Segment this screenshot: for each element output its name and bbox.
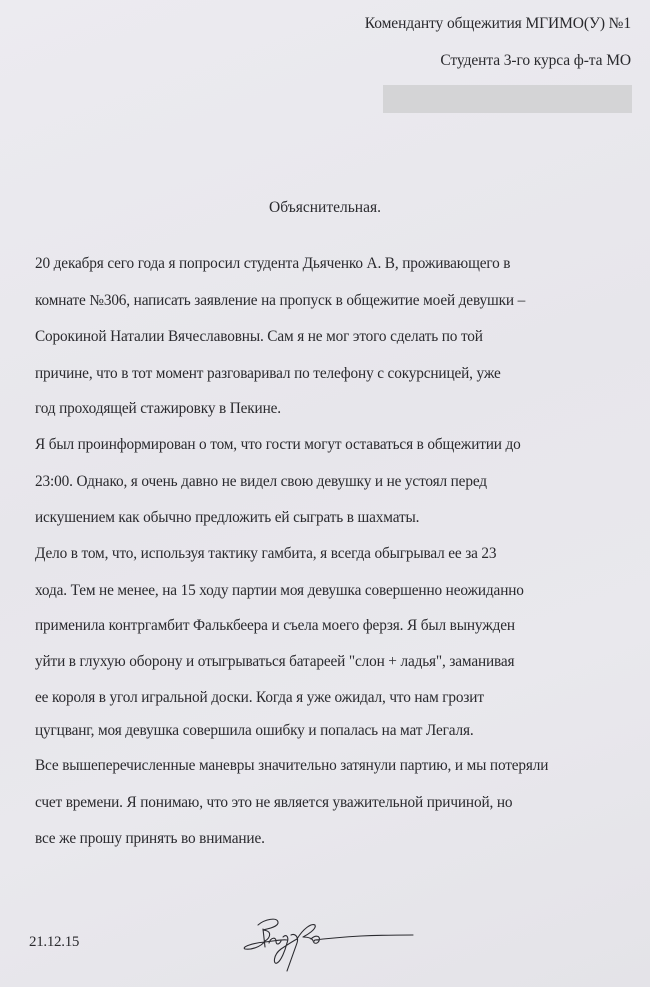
body-line: 20 декабря сего года я попросил студента Дьяченко А. В, проживающего в bbox=[35, 255, 511, 272]
body-line: Я был проинформирован о том, что гости могут оставаться в общежитии до bbox=[35, 436, 521, 453]
body-line: Сорокиной Наталии Вячеславовны. Сам я не мог этого сделать по той bbox=[35, 328, 483, 345]
body-line: причине, что в тот момент разговаривал по телефону с сокурсницей, уже bbox=[35, 365, 501, 382]
body-line: применила контргамбит Фалькбеера и съела моего ферзя. Я был вынужден bbox=[35, 617, 515, 634]
body-line: все же прошу принять во внимание. bbox=[35, 830, 265, 847]
addressee-line: Коменданту общежития МГИМО(У) №1 bbox=[364, 15, 631, 32]
document-title: Объяснительная. bbox=[269, 199, 381, 216]
redacted-sender-name bbox=[383, 85, 632, 113]
body-line: Дело в том, что, используя тактику гамбита, я всегда обыгрывал ее за 23 bbox=[35, 545, 497, 562]
body-line: комнате №306, написать заявление на пропуск в общежитие моей девушки – bbox=[35, 292, 526, 309]
body-line: искушением как обычно предложить ей сыграть в шахматы. bbox=[35, 509, 420, 526]
body-line: хода. Тем не менее, на 15 ходу партии моя девушка совершенно неожиданно bbox=[35, 582, 524, 599]
body-line: цугцванг, моя девушка совершила ошибку и попалась на мат Легаля. bbox=[35, 722, 474, 739]
body-line: ее короля в угол игральной доски. Когда я уже ожидал, что нам грозит bbox=[35, 689, 484, 706]
body-line: 23:00. Однако, я очень давно не видел свою девушку и не устоял перед bbox=[35, 473, 487, 490]
signature-icon bbox=[243, 905, 433, 975]
sender-line: Студента 3-го курса ф-та МО bbox=[440, 52, 631, 69]
document-date: 21.12.15 bbox=[29, 934, 80, 950]
body-line: Все вышеперечисленные маневры значительно затянули партию, и мы потеряли bbox=[35, 757, 549, 774]
body-line: год проходящей стажировку в Пекине. bbox=[35, 400, 281, 417]
body-line: уйти в глухую оборону и отыгрываться батареей "слон + ладья", заманивая bbox=[35, 653, 515, 670]
body-line: счет времени. Я понимаю, что это не является уважительной причиной, но bbox=[35, 794, 513, 811]
